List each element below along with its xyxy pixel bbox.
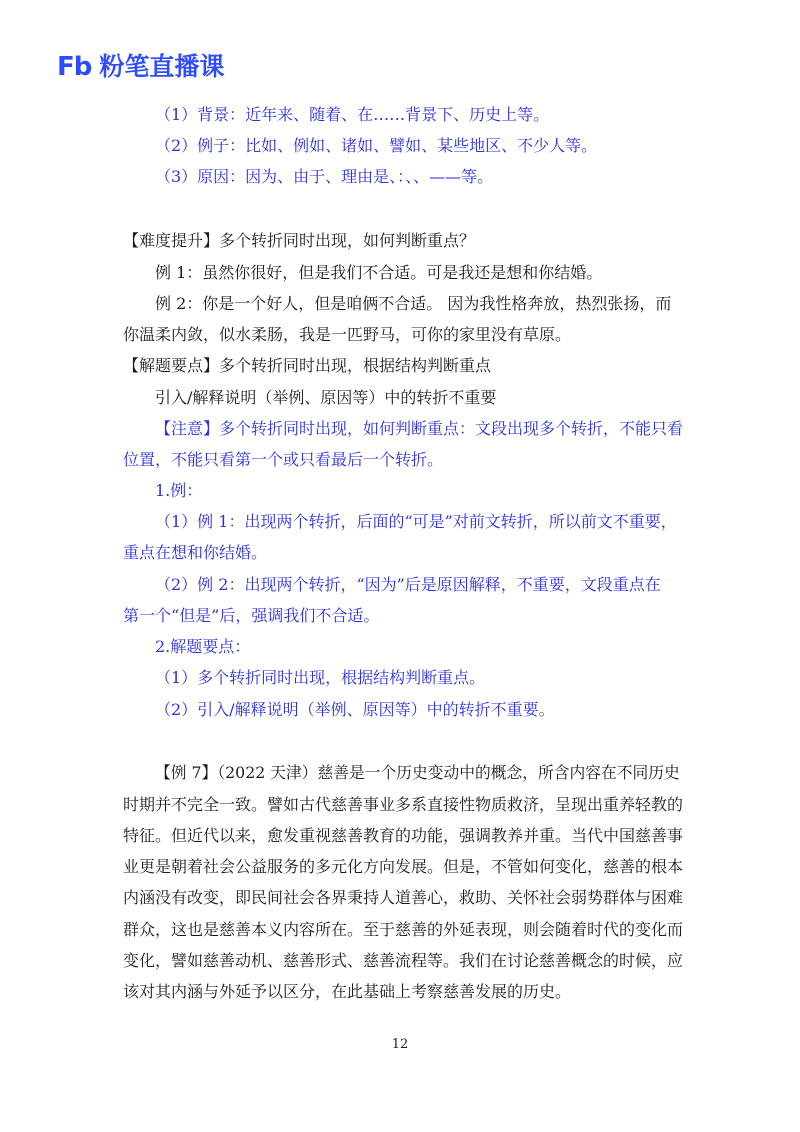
text-line: （2）引入/解释说明（举例、原因等）中的转折不重要。: [155, 700, 555, 719]
page-number: 12: [391, 1037, 409, 1052]
text-line: 时期并不完全一致。譬如古代慈善事业多系直接性物质救济，呈现出重养轻教的: [123, 795, 684, 814]
text-line: （1）例 1：出现两个转折，后面的“可是”对前文转折，所以前文不重要，: [155, 512, 677, 531]
text-line: 例 2：你是一个好人，但是咱俩不合适。 因为我性格奔放，热烈张扬，而: [155, 294, 672, 313]
text-line: 例 1：虽然你很好，但是我们不合适。可是我还是想和你结婚。: [155, 263, 603, 282]
text-line: 内涵没有改变，即民间社会各界秉持人道善心，救助、关怀社会弱势群体与困难: [123, 888, 684, 907]
text-line: 你温柔内敛，似水柔肠，我是一匹野马，可你的家里没有草原。: [123, 325, 572, 344]
text-line: 【注意】多个转折同时出现，如何判断重点：文段出现多个转折，不能只看: [155, 419, 684, 438]
text-line: 重点在想和你结婚。: [123, 543, 268, 562]
text-line: （1）多个转折同时出现，根据结构判断重点。: [155, 668, 486, 687]
text-line: （2）例 2：出现两个转折，“因为”后是原因解释，不重要，文段重点在: [155, 575, 661, 594]
text-line: 第一个“但是”后，强调我们不合适。: [123, 606, 380, 625]
text-line: 变化，譬如慈善动机、慈善形式、慈善流程等。我们在讨论慈善概念的时候，应: [123, 951, 684, 970]
text-line: 群众，这也是慈善本义内容所在。至于慈善的外延表现，则会随着时代的变化而: [123, 920, 684, 939]
text-line: 【例 7】（2022 天津）慈善是一个历史变动中的概念，所含内容在不同历史: [155, 763, 680, 782]
text-line: 【解题要点】多个转折同时出现，根据结构判断重点: [123, 356, 492, 375]
text-line: 特征。但近代以来，愈发重视慈善教育的功能，强调教养并重。当代中国慈善事: [123, 826, 684, 845]
text-line: （2）例子：比如、例如、诸如、譬如、某些地区、不少人等。: [155, 136, 598, 155]
text-line: 引入/解释说明（举例、原因等）中的转折不重要: [155, 388, 497, 407]
text-line: 该对其内涵与外延予以区分，在此基础上考察慈善发展的历史。: [123, 982, 572, 1001]
text-line: 业更是朝着社会公益服务的多元化方向发展。但是，不管如何变化，慈善的根本: [123, 857, 684, 876]
brand-logo: [57, 52, 224, 82]
text-line: 位置，不能只看第一个或只看最后一个转折。: [123, 450, 444, 469]
logo-text: 粉笔直播课: [99, 52, 225, 81]
text-line: （3）原因：因为、由于、理由是、：、、——等。: [155, 167, 494, 186]
text-line: （1）背景：近年来、随着、在……背景下、历史上等。: [155, 105, 550, 124]
text-line: 2.解题要点：: [155, 637, 251, 656]
text-line: 1.例：: [155, 481, 203, 500]
text-line: 【难度提升】多个转折同时出现，如何判断重点？: [123, 231, 476, 250]
logo-mark: Fb: [57, 52, 92, 82]
